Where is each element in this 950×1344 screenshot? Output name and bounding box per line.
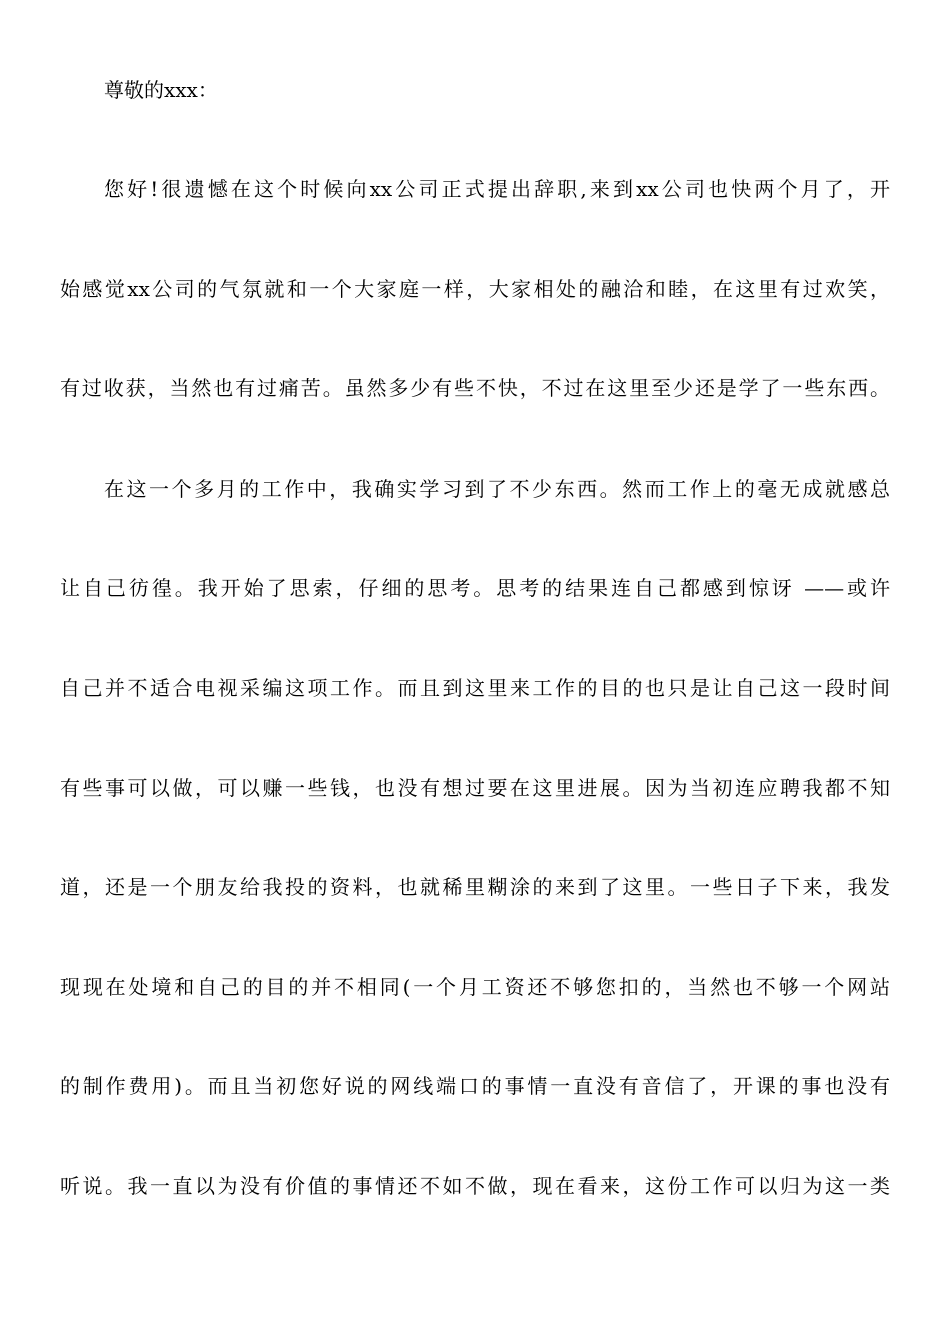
paragraph-line: 现现在处境和自己的目的并不相同(一个月工资还不够您扣的，当然也不够一个网站 (60, 975, 890, 999)
paragraph-line: 始感觉xx公司的气氛就和一个大家庭一样，大家相处的融洽和睦，在这里有过欢笑， (60, 277, 890, 301)
paragraph-line: 您好!很遗憾在这个时候向xx公司正式提出辞职,来到xx公司也快两个月了，开 (104, 177, 890, 201)
salutation: 尊敬的xxx： (104, 78, 218, 102)
paragraph-line: 自己并不适合电视采编这项工作。而且到这里来工作的目的也只是让自己这一段时间 (60, 676, 890, 700)
paragraph-line: 有过收获，当然也有过痛苦。虽然多少有些不快，不过在这里至少还是学了一些东西。 (60, 376, 890, 400)
paragraph-line: 在这一个多月的工作中，我确实学习到了不少东西。然而工作上的毫无成就感总 (104, 477, 890, 501)
paragraph-line: 听说。我一直以为没有价值的事情还不如不做，现在看来，这份工作可以归为这一类 (60, 1174, 890, 1198)
paragraph-line: 有些事可以做，可以赚一些钱，也没有想过要在这里进展。因为当初连应聘我都不知 (60, 776, 890, 800)
paragraph-line: 道，还是一个朋友给我投的资料，也就稀里糊涂的来到了这里。一些日子下来，我发 (60, 875, 890, 899)
paragraph-line: 让自己彷徨。我开始了思索，仔细的思考。思考的结果连自己都感到惊讶 ——或许 (60, 576, 890, 600)
paragraph-line: 的制作费用)。而且当初您好说的网线端口的事情一直没有音信了，开课的事也没有 (60, 1074, 890, 1098)
